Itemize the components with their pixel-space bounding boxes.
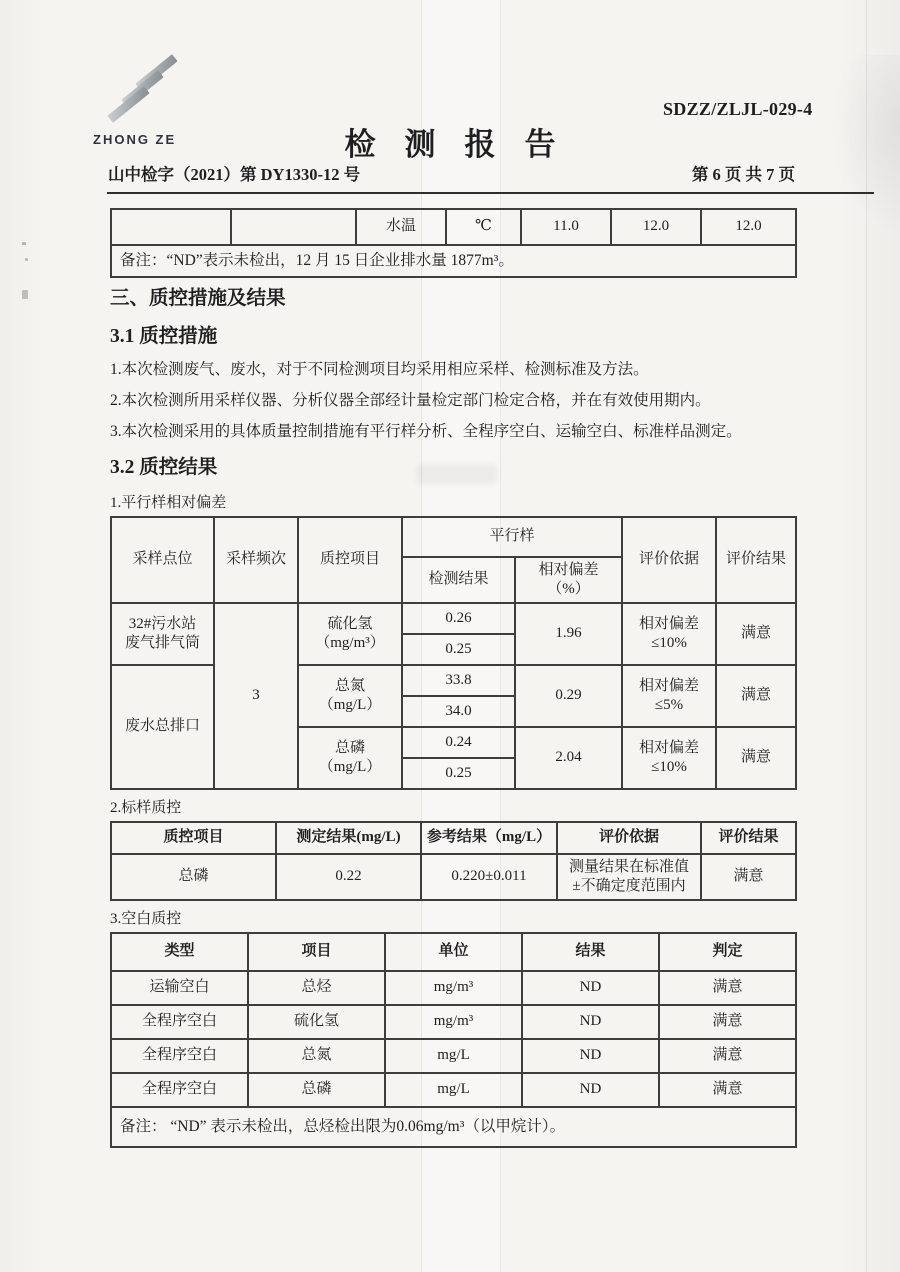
col-item: 项目: [248, 933, 385, 971]
blank-table-caption: 3.空白质控: [110, 911, 182, 927]
cell-result: 0.24: [402, 727, 515, 758]
col-reference-result: 参考结果（mg/L）: [421, 822, 557, 854]
col-test-result: 检测结果: [402, 557, 515, 603]
scan-speck: [25, 258, 28, 261]
cell-deviation: 2.04: [515, 727, 622, 789]
logo-bar: [107, 86, 149, 123]
col-judgement: 判定: [659, 933, 796, 971]
parallel-table-caption: 1.平行样相对偏差: [110, 495, 227, 511]
parallel-table: [110, 516, 797, 790]
cell-type: 全程序空白: [111, 1005, 248, 1039]
scan-speck: [22, 242, 26, 245]
qc-measure-item-1: 1.本次检测废气、废水，对于不同检测项目均采用相应采样、检测标准及方法。: [110, 361, 649, 378]
col-evaluation-result: 评价结果: [716, 517, 796, 603]
standard-table-caption: 2.标样质控: [110, 800, 182, 816]
cell-result: 0.25: [402, 758, 515, 789]
cell-basis: 相对偏差 ≤5%: [622, 665, 716, 727]
cell-type: 全程序空白: [111, 1039, 248, 1073]
report-number: 山中检字（2021）第 DY1330-12 号: [108, 165, 361, 184]
subsection-32-heading: 3.2 质控结果: [110, 457, 218, 478]
cell-point-wastewater-outlet: 废水总排口: [111, 665, 214, 789]
cell-deviation: 1.96: [515, 603, 622, 665]
cell-item: 总磷: [248, 1073, 385, 1107]
cell-basis: 相对偏差 ≤10%: [622, 727, 716, 789]
col-qc-item: 质控项目: [298, 517, 402, 603]
blank-row: [111, 971, 796, 1005]
blank-header-row: [111, 933, 796, 971]
col-evaluation-basis: 评价依据: [622, 517, 716, 603]
cell-unit: mg/m³: [385, 1005, 522, 1039]
cell-item: 总氮: [248, 1039, 385, 1073]
temp-cell-empty: [111, 209, 231, 245]
col-sampling-point: 采样点位: [111, 517, 214, 603]
section-heading: 三、质控措施及结果: [110, 288, 286, 309]
report-content: [110, 208, 795, 1148]
blank-row: [111, 1039, 796, 1073]
col-evaluation-basis: 评价依据: [557, 822, 701, 854]
logo-wordmark: ZHONG ZE: [93, 132, 177, 147]
blank-note-row: [111, 1107, 796, 1147]
cell-conclusion: 满意: [716, 603, 796, 665]
col-relative-deviation: 相对偏差 （%）: [515, 557, 622, 603]
cell-result: ND: [522, 1073, 659, 1107]
temp-cell-value-1: 11.0: [521, 209, 611, 245]
parallel-row: [111, 665, 796, 696]
cell-judgement: 满意: [659, 1073, 796, 1107]
subsection-31-heading: 3.1 质控措施: [110, 326, 218, 347]
cell-item: 硫化氢: [248, 1005, 385, 1039]
col-measured-result: 测定结果(mg/L): [276, 822, 421, 854]
cell-result: 34.0: [402, 696, 515, 727]
cell-type: 运输空白: [111, 971, 248, 1005]
temp-cell-empty: [231, 209, 356, 245]
cell-result: ND: [522, 1039, 659, 1073]
blank-row: [111, 1005, 796, 1039]
cell-frequency: 3: [214, 603, 298, 789]
cell-point-gas-stack: 32#污水站 废气排气筒: [111, 603, 214, 665]
cell-unit: mg/L: [385, 1073, 522, 1107]
cell-result: ND: [522, 1005, 659, 1039]
col-qc-item: 质控项目: [111, 822, 276, 854]
blank-row: [111, 1073, 796, 1107]
col-unit: 单位: [385, 933, 522, 971]
cell-measured: 0.22: [276, 854, 421, 900]
cell-basis: 相对偏差 ≤10%: [622, 603, 716, 665]
qc-measure-item-2: 2.本次检测所用采样仪器、分析仪器全部经计量检定部门检定合格，并在有效使用期内。: [110, 392, 711, 409]
cell-conclusion: 满意: [716, 665, 796, 727]
cell-conclusion: 满意: [716, 727, 796, 789]
report-title: 检测报告: [344, 127, 585, 162]
water-temp-note-row: [111, 245, 796, 277]
cell-result: 0.25: [402, 634, 515, 665]
cell-item: 总烃: [248, 971, 385, 1005]
cell-result: 33.8: [402, 665, 515, 696]
temp-cell-value-3: 12.0: [701, 209, 796, 245]
col-evaluation-result: 评价结果: [701, 822, 796, 854]
cell-deviation: 0.29: [515, 665, 622, 727]
cell-judgement: 满意: [659, 1039, 796, 1073]
page-indicator: 第 6 页 共 7 页: [691, 165, 795, 184]
scan-speck: [22, 290, 28, 299]
cell-item-tp: 总磷 （mg/L）: [298, 727, 402, 789]
doc-code: SDZZ/ZLJL-029-4: [663, 99, 813, 119]
blank-table: [110, 932, 797, 1148]
standard-header-row: [111, 822, 796, 854]
temp-cell-parameter: 水温: [356, 209, 446, 245]
standard-row: [111, 854, 796, 900]
header-rule: [107, 192, 874, 194]
cell-conclusion: 满意: [701, 854, 796, 900]
cell-type: 全程序空白: [111, 1073, 248, 1107]
parallel-row: [111, 603, 796, 634]
cell-unit: mg/L: [385, 1039, 522, 1073]
blank-note: 备注： “ND” 表示未检出，总烃检出限为0.06mg/m³（以甲烷计）。: [111, 1107, 796, 1147]
cell-judgement: 满意: [659, 1005, 796, 1039]
col-sampling-frequency: 采样频次: [214, 517, 298, 603]
col-type: 类型: [111, 933, 248, 971]
cell-item-h2s: 硫化氢 （mg/m³）: [298, 603, 402, 665]
cell-basis: 测量结果在标准值 ±不确定度范围内: [557, 854, 701, 900]
logo-bars-icon: [105, 60, 185, 126]
cell-result: ND: [522, 971, 659, 1005]
cell-item-tn: 总氮 （mg/L）: [298, 665, 402, 727]
water-temp-row: [111, 209, 796, 245]
header-subline: [108, 161, 795, 185]
scan-edge-line: [866, 0, 867, 1272]
cell-result: 0.26: [402, 603, 515, 634]
cell-unit: mg/m³: [385, 971, 522, 1005]
temp-cell-value-2: 12.0: [611, 209, 701, 245]
qc-measure-item-3: 3.本次检测采用的具体质量控制措施有平行样分析、全程序空白、运输空白、标准样品测定。: [110, 423, 742, 440]
cell-reference: 0.220±0.011: [421, 854, 557, 900]
cell-judgement: 满意: [659, 971, 796, 1005]
water-temp-table: [110, 208, 797, 278]
cell-item: 总磷: [111, 854, 276, 900]
water-temp-note: 备注：“ND”表示未检出，12 月 15 日企业排水量 1877m³。: [111, 245, 796, 277]
col-parallel-sample: 平行样: [402, 517, 622, 557]
standard-table: [110, 821, 797, 901]
col-result: 结果: [522, 933, 659, 971]
parallel-header-row-1: [111, 517, 796, 557]
temp-cell-unit: ℃: [446, 209, 521, 245]
